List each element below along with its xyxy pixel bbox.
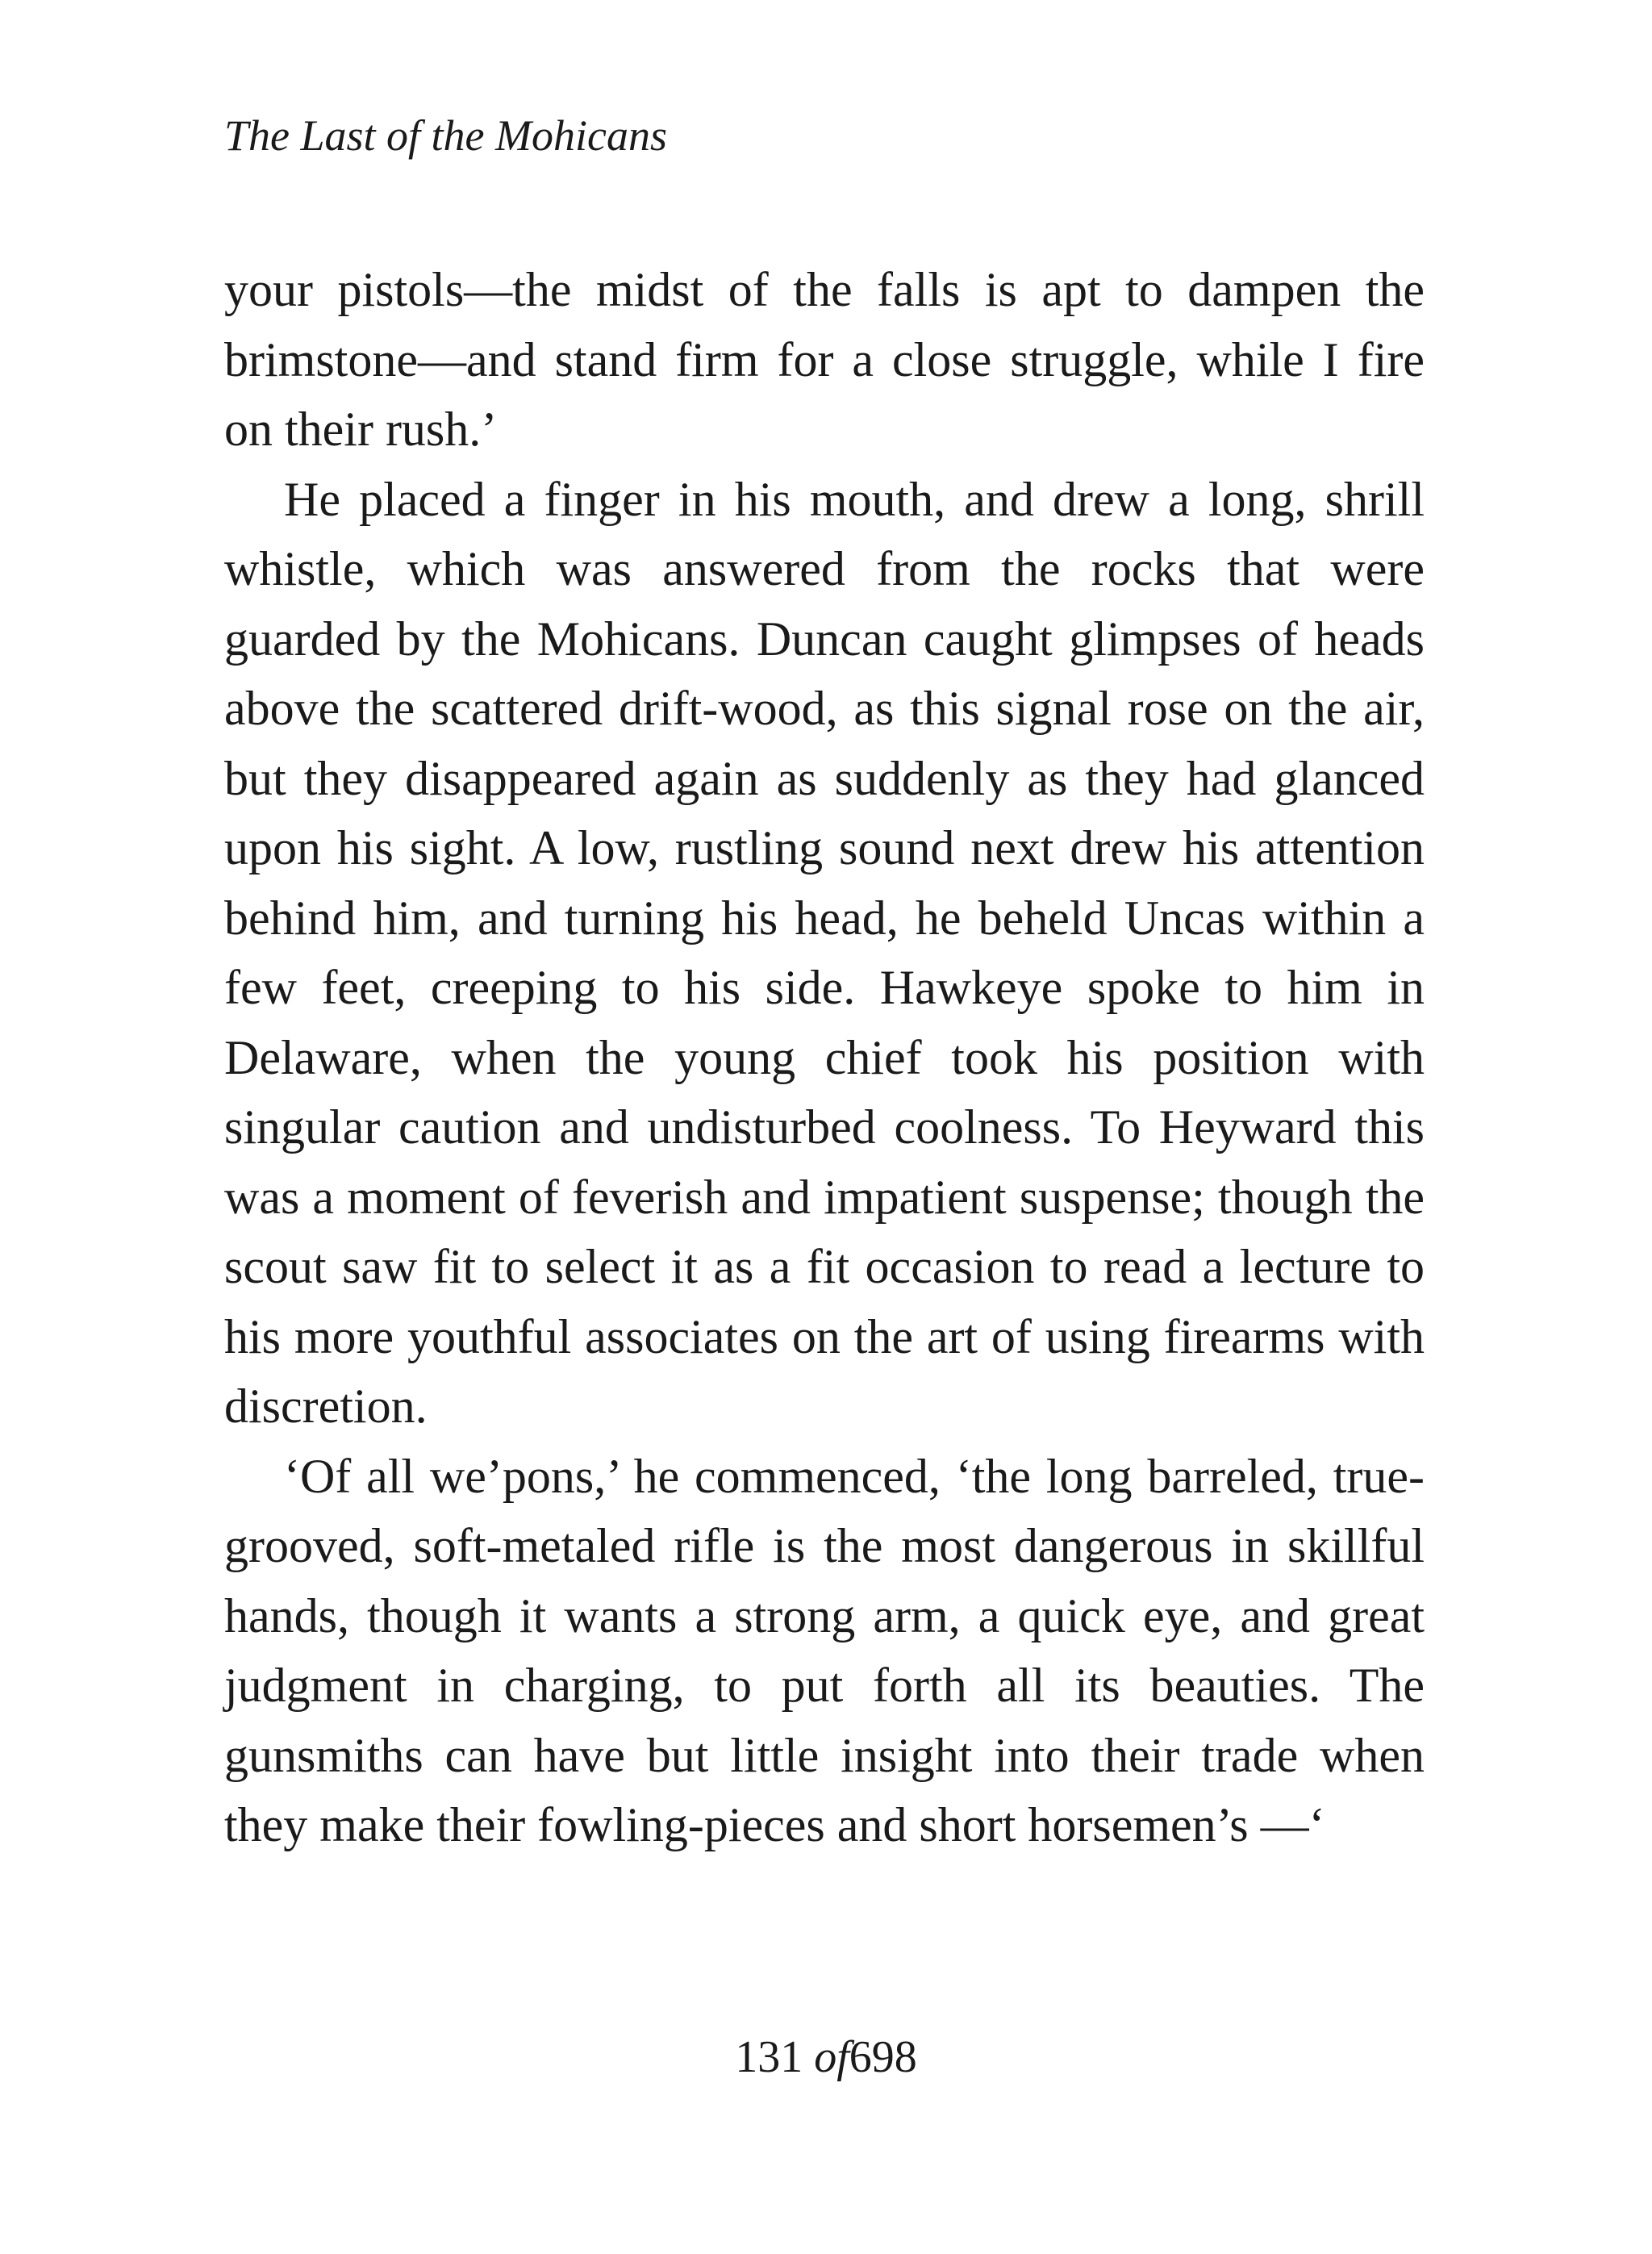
paragraph: He placed a finger in his mouth, and drew a long, shrill whistle, which was answered from the rocks that were guarded by the Mohicans. Duncan caught glimpses of heads above the scattered drift-wood, as this signal rose on the air, but they disappeared again as suddenly as they had glanced upon his sight. A low, rustling sound next drew his attention behind him, and turning his head, he beheld Uncas within a few feet, creeping to his side. Hawkeye spoke to him in Delaware, when the young chief took his position with singular caution and undisturbed coolness. To Heyward this was a moment of feverish and impatient suspense; though the scout saw fit to select it as a fit occasion to read a lecture to his more youthful associates on the art of using firearms with discretion. xyxy=(224,472,1425,1433)
page-number xyxy=(0,2025,1652,2089)
page-body-text xyxy=(224,255,1425,1860)
paragraph: ‘Of all we’pons,’ he commenced, ‘the long barreled, true-grooved, soft-metaled rifle is the most dangerous in skillful hands, though it wants a strong arm, a quick eye, and great judgment in charging, to put forth all its beauties. The gunsmiths can have but little insight into their trade when they make their fowling-pieces and short horsemen’s —‘ xyxy=(224,1449,1425,1851)
current-page-number: 131 xyxy=(735,2032,803,2082)
paragraph-continued: your pistols—the midst of the falls is apt to dampen the brimstone—and stand firm for a close struggle, while I fire on their rush.’ xyxy=(224,263,1425,456)
total-pages-number: 698 xyxy=(849,2032,917,2082)
page-of-label: of xyxy=(814,2032,849,2082)
running-head-title: The Last of the Mohicans xyxy=(224,111,667,160)
